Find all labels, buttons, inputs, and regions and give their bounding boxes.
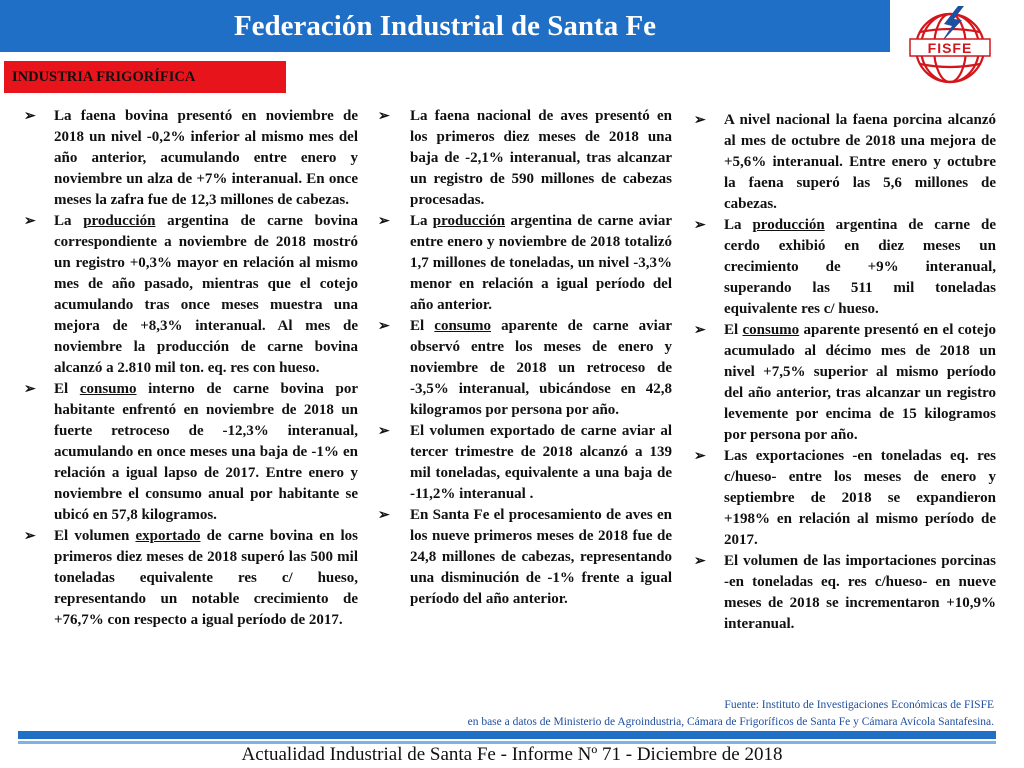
bullet-text: La faena bovina presentó en noviembre de 2018 un nivel -0,2% inferior al mismo mes del año anterior, acumulando entre enero y noviembre un alza de +7% interanual. En once meses la zafra fue de 12,3 millones de cabezas. [54, 108, 358, 208]
bullet-item [690, 446, 996, 551]
bullet-item [356, 211, 672, 316]
bullet-item [356, 316, 672, 421]
bullet-keyword: producción [752, 217, 825, 233]
bullet-text: interno de carne bovina por habitante enfrentó en noviembre de 2018 un fuerte retroceso de -12,3% interanual, acumulando en once meses una baja de -1% en relación a igual lapso de 2017. Entre enero y noviembre el consumo anual por habitante se ubicó en 57,8 kilogramos. [54, 381, 358, 523]
bullet-text: El volumen exportado de carne aviar al tercer trimestre de 2018 alcanzó a 139 mil toneladas, equivalente a una baja de -11,2% interanual . [410, 423, 672, 502]
source-line-2: en base a datos de Ministerio de Agroindustria, Cámara de Frigoríficos de Santa Fe y Cámara Avícola Santafesina. [467, 716, 994, 728]
arrow-bullet-icon: ➢ [378, 319, 390, 334]
bullet-item [690, 551, 996, 635]
bullet-keyword: consumo [742, 322, 800, 338]
arrow-bullet-icon: ➢ [378, 424, 390, 439]
bullet-text: El [410, 318, 435, 334]
arrow-bullet-icon: ➢ [378, 214, 390, 229]
bullet-item [20, 106, 358, 211]
arrow-bullet-icon: ➢ [24, 382, 36, 397]
bullet-item [356, 421, 672, 505]
bullet-item [690, 215, 996, 320]
arrow-bullet-icon: ➢ [24, 109, 36, 124]
bullet-keyword: consumo [434, 318, 491, 334]
arrow-bullet-icon: ➢ [694, 113, 706, 128]
bullet-keyword: producción [83, 213, 156, 229]
bullet-text: aparente de carne aviar observó entre los meses de enero y noviembre de 2018 un retroceso de -3,5% interanual, ubicándose en 42,8 kilogramos por persona por año. [410, 318, 672, 418]
bullet-item [20, 211, 358, 379]
arrow-bullet-icon: ➢ [694, 218, 706, 233]
bullet-item [690, 320, 996, 446]
arrow-bullet-icon: ➢ [378, 508, 390, 523]
globe-lightning-logo [904, 4, 996, 88]
bullet-item [356, 505, 672, 610]
arrow-bullet-icon: ➢ [24, 214, 36, 229]
arrow-bullet-icon: ➢ [694, 323, 706, 338]
bullet-text: argentina de carne aviar entre enero y noviembre de 2018 totalizó 1,7 millones de toneladas, un nivel -3,3% menor en relación a igual período del año anterior. [410, 213, 672, 313]
bullet-item [20, 526, 358, 631]
column-pork [690, 110, 996, 635]
bullet-text: aparente presentó en el cotejo acumulado al décimo mes de 2018 un nivel +7,5% superior al mismo período del año anterior, tras alcanzar un registro levemente por encima de 15 kilogramos por persona por año. [724, 322, 996, 443]
arrow-bullet-icon: ➢ [694, 554, 706, 569]
section-label: INDUSTRIA FRIGORÍFICA [4, 61, 286, 93]
bullet-keyword: producción [432, 213, 506, 229]
bullet-text: El [54, 381, 80, 397]
page-title: Federación Industrial de Santa Fe [233, 10, 657, 42]
bullet-text: El volumen [54, 528, 136, 544]
bullet-text: Las exportaciones -en toneladas eq. res c/hueso- entre los meses de enero y septiembre de 2018 se expandieron +198% en relación al mismo período de 2017. [724, 448, 996, 548]
bullet-text: La [724, 217, 753, 233]
bullet-text: argentina de carne de cerdo exhibió en diez meses un crecimiento de +9% interanual, superando las 511 mil toneladas equivalente res c/ hueso. [724, 217, 996, 317]
arrow-bullet-icon: ➢ [24, 529, 36, 544]
source-note [468, 697, 994, 731]
bullet-keyword: consumo [79, 381, 137, 397]
bullet-text: de carne bovina en los primeros diez meses de 2018 superó las 500 mil toneladas equivalente res c/ hueso, representando un notable crecimiento de +76,7% con respecto a igual período de 2017. [54, 528, 358, 628]
bullet-text: El [724, 322, 743, 338]
bullet-text: La faena nacional de aves presentó en los primeros diez meses de 2018 una baja de -2,1% interanual, tras alcanzar un registro de 590 millones de cabezas procesadas. [410, 108, 672, 208]
bullet-item [356, 106, 672, 211]
arrow-bullet-icon: ➢ [378, 109, 390, 124]
bullet-text: A nivel nacional la faena porcina alcanzó al mes de octubre de 2018 una mejora de +5,6% interanual. Entre enero y octubre la faena superó las 5,6 millones de cabezas. [724, 112, 996, 212]
arrow-bullet-icon: ➢ [694, 449, 706, 464]
bullet-text: La [54, 213, 84, 229]
source-line-1: Fuente: Instituto de Investigaciones Económicas de FISFE [724, 699, 994, 711]
bullet-keyword: exportado [135, 528, 201, 544]
header-banner [0, 0, 890, 52]
footer-divider [18, 731, 996, 739]
footer-text: Actualidad Industrial de Santa Fe - Informe Nº 71 - Diciembre de 2018 [241, 744, 783, 765]
logo-text: FISFE [927, 40, 973, 56]
bullet-text: La [410, 213, 433, 229]
bullet-item [20, 379, 358, 526]
bullet-text: El volumen de las importaciones porcinas -en toneladas eq. res c/hueso- en nueve meses de 2018 se incrementaron +10,9% interanual. [724, 553, 996, 632]
bullet-text: En Santa Fe el procesamiento de aves en los nueve primeros meses de 2018 fue de 24,8 millones de cabezas, representando una disminución de -1% frente a igual período del año anterior. [410, 507, 672, 607]
column-poultry [356, 106, 672, 610]
column-bovine [20, 106, 358, 631]
bullet-text: argentina de carne bovina correspondiente a noviembre de 2018 mostró un registro +0,3% mayor en relación al mismo mes de año pasado, mientras que el cotejo acumulando tras once meses muestra una mejora de +8,3% interanual. Al mes de noviembre la producción de carne bovina alcanzó a 2.810 mil ton. eq. res con hueso. [54, 213, 358, 376]
bullet-item [690, 110, 996, 215]
